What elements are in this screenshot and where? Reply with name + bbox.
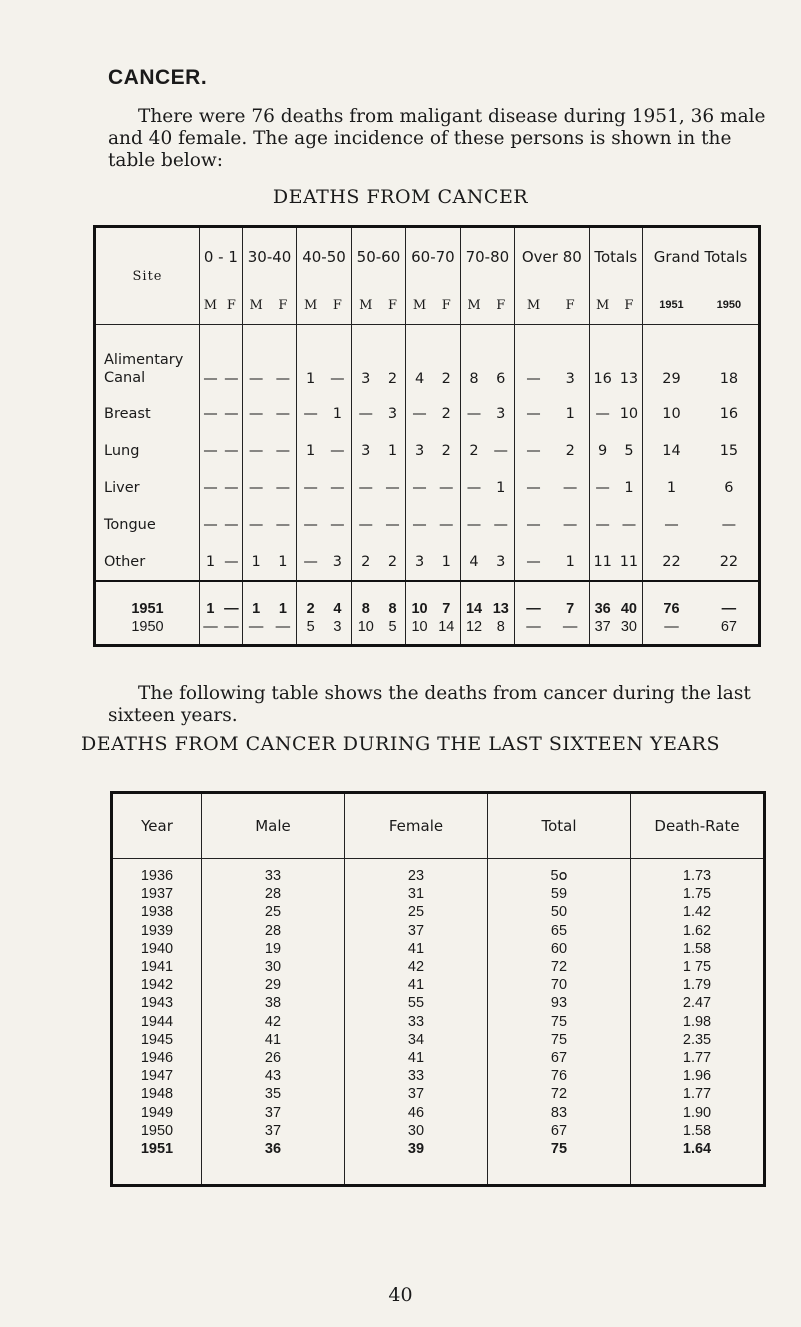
table-cell: 1945 bbox=[140, 1031, 174, 1048]
table-cell: — bbox=[515, 543, 552, 581]
table-cell: 2 bbox=[297, 581, 324, 618]
table-row bbox=[95, 395, 760, 432]
table-cell: 33 bbox=[345, 1067, 488, 1085]
totals-row bbox=[95, 618, 760, 646]
table-cell: — bbox=[439, 516, 454, 533]
table-cell: — bbox=[200, 469, 221, 506]
age-group-header: 0 - 1 bbox=[200, 227, 243, 287]
table-cell: 1 bbox=[643, 469, 700, 506]
table-cell: 19 bbox=[202, 940, 345, 958]
table-cell: 1943 bbox=[140, 995, 174, 1012]
table-cell: — bbox=[224, 619, 239, 635]
table-row bbox=[112, 1103, 765, 1121]
table-cell: 6 bbox=[496, 371, 506, 387]
table-cell: 1 bbox=[624, 479, 634, 496]
table-cell: 3 bbox=[387, 405, 398, 422]
table-cell: 1950 bbox=[140, 1122, 174, 1139]
male-subheader: M bbox=[460, 286, 487, 325]
table-cell: — bbox=[562, 619, 578, 635]
table-cell: 2.47 bbox=[631, 994, 765, 1012]
table-cell: — bbox=[275, 479, 291, 496]
table-cell: — bbox=[200, 325, 221, 396]
table-cell: 3 bbox=[406, 543, 433, 581]
table-cell: 1944 bbox=[140, 1013, 174, 1030]
table-cell: — bbox=[275, 442, 291, 459]
table-cell: 22 bbox=[643, 543, 700, 581]
age-group-header: Over 80 bbox=[515, 227, 589, 287]
table-cell: 43 bbox=[202, 1067, 345, 1085]
table-cell: 35 bbox=[202, 1085, 345, 1103]
table-row bbox=[112, 1067, 765, 1085]
table-cell: 1.58 bbox=[631, 1122, 765, 1140]
table-cell: 38 bbox=[202, 994, 345, 1012]
totals-row bbox=[95, 581, 760, 618]
female-subheader: F bbox=[380, 286, 406, 325]
table-cell: 1938 bbox=[140, 904, 174, 921]
table-cell: — bbox=[297, 395, 324, 432]
site-cell: Liver bbox=[104, 479, 140, 496]
table-cell: 1.98 bbox=[631, 1013, 765, 1031]
table-cell: 59 bbox=[488, 885, 631, 903]
table-cell: — bbox=[460, 469, 487, 506]
table-cell: 31 bbox=[345, 885, 488, 903]
table-cell: — bbox=[589, 395, 616, 432]
table-cell: — bbox=[562, 516, 578, 533]
table-cell: 41 bbox=[202, 1031, 345, 1049]
table-cell: 1.64 bbox=[631, 1140, 765, 1186]
table-cell: — bbox=[515, 325, 552, 396]
table-cell: 60 bbox=[488, 940, 631, 958]
table-cell: — bbox=[242, 469, 269, 506]
table-cell: — bbox=[589, 469, 616, 506]
table-cell: 36 bbox=[202, 1140, 345, 1186]
table-cell: 3 bbox=[406, 432, 433, 469]
table-cell: 3 bbox=[351, 432, 380, 469]
table-cell: 3 bbox=[333, 619, 342, 635]
table-row bbox=[95, 543, 760, 581]
table-cell: — bbox=[721, 516, 737, 533]
table-cell: 9 bbox=[589, 432, 616, 469]
table-cell: 1 bbox=[565, 405, 575, 422]
table-cell: 1949 bbox=[140, 1104, 174, 1121]
table-cell: 1946 bbox=[140, 1049, 174, 1066]
table-cell: 5 bbox=[297, 618, 324, 646]
table-cell: 5 bbox=[388, 619, 397, 635]
table-cell: 40 bbox=[616, 581, 643, 618]
table-row bbox=[112, 1140, 765, 1186]
table-cell: 8 bbox=[460, 325, 487, 396]
table-cell: 13 bbox=[619, 371, 639, 387]
table-cell: 41 bbox=[345, 976, 488, 994]
table-cell: — bbox=[515, 506, 552, 543]
table-cell: — bbox=[351, 506, 380, 543]
page-number: 40 bbox=[388, 1284, 413, 1306]
table-cell: 67 bbox=[488, 1049, 631, 1067]
table-cell: 10 bbox=[406, 618, 433, 646]
table-cell: 30 bbox=[202, 958, 345, 976]
table-cell: 13 bbox=[487, 581, 514, 618]
table-cell: 1936 bbox=[140, 868, 174, 885]
death-rate-column-header: Death-Rate bbox=[631, 793, 765, 859]
table-cell: — bbox=[460, 506, 487, 543]
table-cell: 76 bbox=[643, 581, 700, 618]
table-cell: — bbox=[242, 618, 269, 646]
table-cell: — bbox=[297, 469, 324, 506]
table-cell: 23 bbox=[345, 859, 488, 886]
table-cell: — bbox=[330, 516, 345, 533]
table-row bbox=[112, 903, 765, 921]
table-cell: 37 bbox=[202, 1122, 345, 1140]
table-row bbox=[112, 1013, 765, 1031]
table-cell: — bbox=[385, 479, 400, 496]
table-cell: 1 bbox=[200, 543, 221, 581]
table-cell: 1 bbox=[441, 553, 451, 570]
table-row bbox=[112, 1049, 765, 1067]
table-cell: — bbox=[242, 325, 269, 396]
table-cell: 1941 bbox=[140, 959, 174, 976]
table-cell: 1 bbox=[565, 553, 575, 570]
female-subheader: F bbox=[552, 286, 589, 325]
table-cell: 5օ bbox=[488, 859, 631, 886]
site-cell: Lung bbox=[104, 442, 140, 459]
table-cell: 1948 bbox=[140, 1086, 174, 1103]
age-group-header: 50-60 bbox=[351, 227, 405, 287]
table-row bbox=[112, 940, 765, 958]
table-cell: 8 bbox=[380, 581, 406, 618]
site-cell: Other bbox=[104, 553, 146, 570]
table-cell: 29 bbox=[643, 325, 700, 396]
table-cell: 37 bbox=[345, 1085, 488, 1103]
table-cell: 75 bbox=[488, 1013, 631, 1031]
table-row bbox=[112, 885, 765, 903]
table-cell: 1.42 bbox=[631, 903, 765, 921]
table-cell: 1942 bbox=[140, 977, 174, 994]
table-cell: 1 bbox=[332, 405, 342, 422]
table-cell: 10 bbox=[643, 395, 700, 432]
male-subheader: M bbox=[242, 286, 269, 325]
table-cell: 15 bbox=[719, 442, 739, 459]
table-cell: — bbox=[221, 581, 242, 618]
table-cell: — bbox=[297, 543, 324, 581]
table-cell: 10 bbox=[619, 405, 639, 422]
age-group-header: 40-50 bbox=[297, 227, 351, 287]
table-cell: 33 bbox=[345, 1013, 488, 1031]
female-subheader: F bbox=[324, 286, 351, 325]
table-cell: — bbox=[562, 479, 578, 496]
table-cell: — bbox=[460, 395, 487, 432]
table-cell: 1 bbox=[200, 581, 221, 618]
table-cell: 1.73 bbox=[631, 859, 765, 886]
table-cell: — bbox=[330, 371, 345, 387]
table-cell: 4 bbox=[406, 325, 433, 396]
table-cell: — bbox=[621, 516, 637, 533]
table-cell: 2 bbox=[441, 405, 451, 422]
table-cell: 11 bbox=[589, 543, 616, 581]
table-cell: 18 bbox=[719, 371, 739, 387]
table-cell: 76 bbox=[488, 1067, 631, 1085]
table-cell: 28 bbox=[202, 885, 345, 903]
table-cell: 1 75 bbox=[631, 958, 765, 976]
total-column-header: Total bbox=[488, 793, 631, 859]
table-cell: 30 bbox=[345, 1122, 488, 1140]
table-cell: 29 bbox=[202, 976, 345, 994]
table-cell: — bbox=[493, 442, 508, 459]
table-cell: 75 bbox=[488, 1140, 631, 1186]
table-cell: 37 bbox=[345, 922, 488, 940]
table1-group-header-row bbox=[95, 227, 760, 287]
table-cell: 2 bbox=[441, 442, 451, 459]
table-cell: — bbox=[385, 516, 400, 533]
year-column-header: Year bbox=[112, 793, 202, 859]
table-cell: 1.77 bbox=[631, 1049, 765, 1067]
totals-header: Totals bbox=[589, 227, 643, 287]
male-subheader: M bbox=[515, 286, 552, 325]
table-cell: 46 bbox=[345, 1103, 488, 1121]
cancer-deaths-by-year-table bbox=[110, 791, 766, 1187]
table-cell: 33 bbox=[202, 859, 345, 886]
table-cell: — bbox=[700, 581, 760, 618]
table-row bbox=[95, 506, 760, 543]
table-cell: 26 bbox=[202, 1049, 345, 1067]
table-cell: 1947 bbox=[140, 1068, 174, 1085]
table-cell: 1 bbox=[278, 553, 288, 570]
table1-title: DEATHS FROM CANCER bbox=[272, 186, 529, 208]
table-cell: — bbox=[200, 395, 221, 432]
table-cell: 8 bbox=[351, 581, 380, 618]
table-cell: 3 bbox=[332, 553, 342, 570]
table-cell: 1.62 bbox=[631, 922, 765, 940]
table-cell: 16 bbox=[719, 405, 739, 422]
table-cell: — bbox=[224, 516, 239, 533]
year-subheader: 1951 bbox=[643, 286, 700, 325]
female-subheader: F bbox=[616, 286, 643, 325]
table-cell: 2 bbox=[387, 553, 398, 570]
table-cell: 1.90 bbox=[631, 1103, 765, 1121]
male-subheader: M bbox=[351, 286, 380, 325]
table-cell: 3 bbox=[565, 371, 575, 387]
table-cell: 67 bbox=[720, 619, 737, 635]
year-subheader: 1950 bbox=[700, 286, 760, 325]
table-cell: 10 bbox=[406, 581, 433, 618]
table-cell: — bbox=[224, 371, 239, 387]
table-cell: 1 bbox=[270, 581, 297, 618]
table-cell: — bbox=[515, 432, 552, 469]
table-cell: 25 bbox=[202, 903, 345, 921]
table-cell: 42 bbox=[202, 1013, 345, 1031]
table-cell: — bbox=[515, 395, 552, 432]
table-cell: 55 bbox=[345, 994, 488, 1012]
table-cell: — bbox=[242, 432, 269, 469]
table-cell: 16 bbox=[589, 325, 616, 396]
table-cell: 1 bbox=[242, 581, 269, 618]
table-cell: — bbox=[351, 469, 380, 506]
table-cell: 7 bbox=[433, 581, 460, 618]
table-row bbox=[95, 432, 760, 469]
age-group-header: 70-80 bbox=[460, 227, 514, 287]
table-cell: — bbox=[224, 405, 239, 422]
table-row bbox=[112, 1122, 765, 1140]
female-subheader: F bbox=[221, 286, 242, 325]
age-group-header: 60-70 bbox=[406, 227, 460, 287]
table-cell: 3 bbox=[496, 405, 506, 422]
table-cell: 1940 bbox=[140, 940, 174, 957]
table-cell: — bbox=[406, 395, 433, 432]
table-cell: 14 bbox=[643, 432, 700, 469]
table-cell: — bbox=[351, 395, 380, 432]
table-cell: 36 bbox=[589, 581, 616, 618]
table-cell: 3 bbox=[351, 325, 380, 396]
table-cell: — bbox=[275, 405, 291, 422]
table2-header-row bbox=[112, 793, 765, 859]
table-row bbox=[112, 1085, 765, 1103]
table-cell: 6 bbox=[724, 479, 734, 496]
cancer-deaths-by-age-table bbox=[93, 225, 761, 647]
table-cell: 67 bbox=[488, 1122, 631, 1140]
table-cell: 1.75 bbox=[631, 885, 765, 903]
table-cell: 30 bbox=[620, 619, 637, 635]
table-cell: — bbox=[275, 619, 291, 635]
table-cell: — bbox=[406, 469, 433, 506]
table-cell: — bbox=[275, 371, 291, 387]
site-cell: Tongue bbox=[104, 516, 156, 533]
table-cell: 83 bbox=[488, 1103, 631, 1121]
table-cell: 14 bbox=[460, 581, 487, 618]
table-cell: 11 bbox=[619, 553, 639, 570]
table-cell: 93 bbox=[488, 994, 631, 1012]
table-cell: 72 bbox=[488, 958, 631, 976]
table-cell: — bbox=[330, 442, 345, 459]
table-cell: 1937 bbox=[140, 886, 174, 903]
male-column-header: Male bbox=[202, 793, 345, 859]
table-cell: 41 bbox=[345, 940, 488, 958]
table-cell: 14 bbox=[438, 619, 455, 635]
table-cell: 1.58 bbox=[631, 940, 765, 958]
table-cell: 42 bbox=[345, 958, 488, 976]
intro-paragraph: There were 76 deaths from maligant disease during 1951, 36 male and 40 female. The age incidence of these persons is shown in the table below: bbox=[108, 106, 766, 171]
table-cell: 39 bbox=[345, 1140, 488, 1186]
male-subheader: M bbox=[297, 286, 324, 325]
table-cell: — bbox=[224, 442, 239, 459]
table-cell: — bbox=[406, 506, 433, 543]
table-cell: 7 bbox=[552, 581, 589, 618]
site-column-header: Site bbox=[95, 227, 200, 325]
table-cell: 5 bbox=[624, 442, 634, 459]
table-row bbox=[112, 859, 765, 886]
table-cell: 2.35 bbox=[631, 1031, 765, 1049]
table-cell: 34 bbox=[345, 1031, 488, 1049]
table-cell: 4 bbox=[460, 543, 487, 581]
table-cell: 2 bbox=[387, 371, 398, 387]
age-group-header: 30-40 bbox=[242, 227, 296, 287]
table-cell: 1 bbox=[496, 479, 506, 496]
table-cell: 41 bbox=[345, 1049, 488, 1067]
table-cell: — bbox=[643, 506, 700, 543]
table-row bbox=[95, 469, 760, 506]
table-cell: — bbox=[439, 479, 454, 496]
table-cell: — bbox=[589, 506, 616, 543]
table-cell: — bbox=[224, 553, 239, 570]
grand-totals-header: Grand Totals bbox=[643, 227, 760, 287]
table-cell: 1 bbox=[297, 325, 324, 396]
table-row bbox=[112, 994, 765, 1012]
site-cell: Alimentary Canal bbox=[104, 352, 184, 386]
table-cell: 65 bbox=[488, 922, 631, 940]
table-cell: 1 bbox=[387, 442, 398, 459]
section-heading: CANCER. bbox=[108, 66, 208, 89]
table-cell: 2 bbox=[351, 543, 380, 581]
table-cell: — bbox=[330, 479, 345, 496]
table-cell: 28 bbox=[202, 922, 345, 940]
table-cell: 2 bbox=[460, 432, 487, 469]
table-cell: 37 bbox=[202, 1103, 345, 1121]
table-cell: 4 bbox=[324, 581, 351, 618]
table-cell: 12 bbox=[460, 618, 487, 646]
male-subheader: M bbox=[200, 286, 221, 325]
table-cell: 1 bbox=[242, 543, 269, 581]
table-cell: 22 bbox=[719, 553, 739, 570]
table-cell: — bbox=[224, 479, 239, 496]
table-row bbox=[95, 325, 760, 396]
female-column-header: Female bbox=[345, 793, 488, 859]
table-cell: — bbox=[200, 618, 221, 646]
table-cell: 1951 bbox=[140, 1140, 174, 1157]
table-cell: — bbox=[200, 432, 221, 469]
table-cell: 2 bbox=[441, 371, 451, 387]
male-subheader: M bbox=[589, 286, 616, 325]
table-row bbox=[112, 958, 765, 976]
table-cell: 3 bbox=[496, 553, 506, 570]
table-cell: — bbox=[297, 506, 324, 543]
female-subheader: F bbox=[270, 286, 297, 325]
table2-title: DEATHS FROM CANCER DURING THE LAST SIXTEEN YEARS bbox=[81, 733, 720, 755]
site-cell: 1950 bbox=[131, 619, 164, 635]
table-cell: — bbox=[493, 516, 508, 533]
table-cell: 50 bbox=[488, 903, 631, 921]
table-cell: 25 bbox=[345, 903, 488, 921]
table-cell: — bbox=[242, 506, 269, 543]
table-cell: — bbox=[275, 516, 291, 533]
table-cell: 1.77 bbox=[631, 1085, 765, 1103]
table-row bbox=[112, 1031, 765, 1049]
female-subheader: F bbox=[487, 286, 514, 325]
table-cell: 1.79 bbox=[631, 976, 765, 994]
male-subheader: M bbox=[406, 286, 433, 325]
site-cell: 1951 bbox=[95, 581, 200, 618]
site-cell: Breast bbox=[104, 405, 151, 422]
table-cell: 1 bbox=[297, 432, 324, 469]
female-subheader: F bbox=[433, 286, 460, 325]
table-cell: 75 bbox=[488, 1031, 631, 1049]
table-cell: — bbox=[515, 469, 552, 506]
table-row bbox=[112, 922, 765, 940]
table-cell: — bbox=[242, 395, 269, 432]
table-cell: 37 bbox=[589, 618, 616, 646]
table-cell: — bbox=[515, 581, 552, 618]
table-row bbox=[112, 976, 765, 994]
table-cell: — bbox=[515, 618, 552, 646]
table-cell: 1939 bbox=[140, 922, 174, 939]
table-cell: 70 bbox=[488, 976, 631, 994]
table-cell: — bbox=[643, 618, 700, 646]
table-cell: 72 bbox=[488, 1085, 631, 1103]
table-cell: 10 bbox=[351, 618, 380, 646]
table-cell: 1.96 bbox=[631, 1067, 765, 1085]
table-cell: 2 bbox=[565, 442, 575, 459]
table-cell: 8 bbox=[496, 619, 505, 635]
second-paragraph: The following table shows the deaths from cancer during the last sixteen years. bbox=[108, 683, 751, 726]
table-cell: — bbox=[200, 506, 221, 543]
